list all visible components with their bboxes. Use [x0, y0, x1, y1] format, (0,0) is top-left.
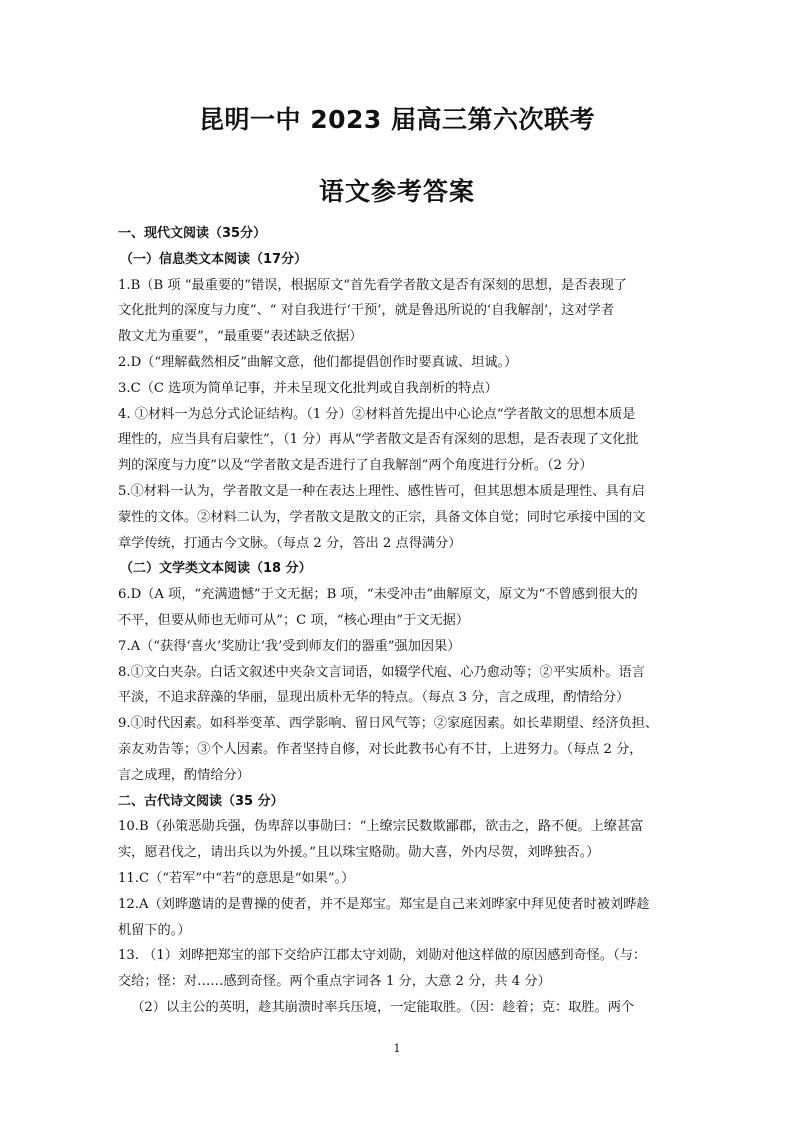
answer-10-line-2: 实，愿君伐之，请出兵以为外援。”且以珠宝赂勋。勋大喜，外内尽贺，刘晔独否。）: [118, 845, 600, 861]
answer-4-line-1: 4. ①材料一为总分式论证结构。（1 分）②材料首先提出中心论点“学者散文的思想本质是: [118, 406, 636, 422]
answer-4-line-3: 判的深度与力度”以及“学者散文是否进行了自我解剖”两个角度进行分析。（2 分）: [118, 458, 593, 474]
answer-7: 7.A（“获得‘喜火’奖励让‘我’受到师友们的器重”强加因果）: [118, 638, 461, 654]
answer-11: 11.C（“若军”中“若”的意思是“如果”。）: [118, 870, 355, 886]
answer-12-line-1: 12.A（刘晔邀请的是曹操的使者，并不是郑宝。郑宝是自己来刘晔家中拜见使者时被刘晔趁: [118, 896, 650, 912]
answer-5-line-3: 章学传统，打通古今文脉。（每点 2 分，答出 2 点得满分）: [118, 535, 462, 551]
answer-6-line-1: 6.D（A 项，“充满遗憾”于文无据；B 项，“未受冲击”曲解原文，原文为“不曾感到很大的: [118, 587, 638, 603]
answer-8-line-1: 8.①文白夹杂。白话文叙述中夹杂文言词语，如辍学代庖、心乃愈动等；②平实质朴。语言: [118, 664, 645, 680]
answer-2: 2.D（“理解截然相反”曲解文意，他们都提倡创作时要真诚、坦诚。）: [118, 354, 518, 370]
answer-13-line-3: （2）以主公的英明，趁其崩溃时率兵压境，一定能取胜。（因：趁着；克：取胜。两个: [131, 999, 635, 1015]
answer-5-line-2: 蒙性的文体。②材料二认为，学者散文是散文的正宗，具备文体自觉；同时它承接中国的文: [118, 509, 646, 525]
answer-12-line-2: 机留下的。）: [118, 922, 191, 938]
answer-9-line-3: 言之成理，酌情给分）: [118, 767, 250, 783]
answer-13-line-1: 13. （1）刘晔把郑宝的部下交给庐江郡太守刘勋，刘勋对他这样做的原因感到奇怪。（与：: [118, 948, 647, 964]
answer-1-line-3: 散文尤为重要”，“最重要”表述缺乏依据）: [118, 329, 363, 345]
answer-13-line-2: 交给；怪：对……感到奇怪。两个重点字词各 1 分，大意 2 分，共 4 分）: [118, 974, 551, 990]
answer-9-line-2: 亲友劝告等；③个人因素。作者坚持自修，对长此教书心有不甘，上进努力。（每点 2 分，: [118, 741, 643, 757]
answer-1-line-2: 文化批判的深度与力度”、“ 对自我进行‘干预’，就是鲁迅所说的‘自我解剖’，这对学者: [118, 303, 615, 319]
answer-5-line-1: 5.①材料一认为，学者散文是一种在表达上理性、感性皆可，但其思想本质是理性、具有启: [118, 483, 645, 499]
answer-10-line-1: 10.B（孙策恶勋兵强，伪卑辞以事勋曰：“上缭宗民数欺鄙郡，欲击之，路不便。上缭甚富: [118, 819, 644, 835]
answer-4-line-2: 理性的，应当具有启蒙性”，（1 分）再从“学者散文是否有深刻的思想，是否表现了文化批: [118, 432, 639, 448]
answer-9-line-1: 9.①时代因素。如科举变革、西学影响、留日风气等；②家庭因素。如长辈期望、经济负担、: [118, 716, 659, 732]
section-heading-classical-reading: 二、古代诗文阅读（35 分）: [118, 793, 284, 809]
section-heading-modern-reading: 一、现代文阅读（35分）: [118, 226, 267, 241]
answer-1-line-1: 1.B（B 项 “最重要的”错误，根据原文“首先看学者散文是否有深刻的思想，是否表现了: [118, 277, 627, 293]
answer-8-line-2: 平淡，不追求辞藻的华丽，显现出质朴无华的特点。（每点 3 分，言之成理，酌情给分）: [118, 690, 630, 706]
part-heading-informational: （一）信息类文本阅读（17分）: [120, 251, 308, 267]
answer-content: [118, 221, 680, 1021]
page-number: 1: [393, 1042, 401, 1055]
answer-6-line-2: 不平，但要从师也无师可从”；C 项，“核心理由”于文无据）: [118, 612, 470, 628]
part-heading-literary: （二）文学类文本阅读（18 分）: [120, 561, 312, 577]
answer-3: 3.C（C 选项为简单记事，并未呈现文化批判或自我剖析的特点）: [118, 380, 498, 396]
answer-key-title: 语文参考答案: [318, 177, 475, 206]
exam-title: 昆明一中 2023 届高三第六次联考: [199, 105, 595, 134]
